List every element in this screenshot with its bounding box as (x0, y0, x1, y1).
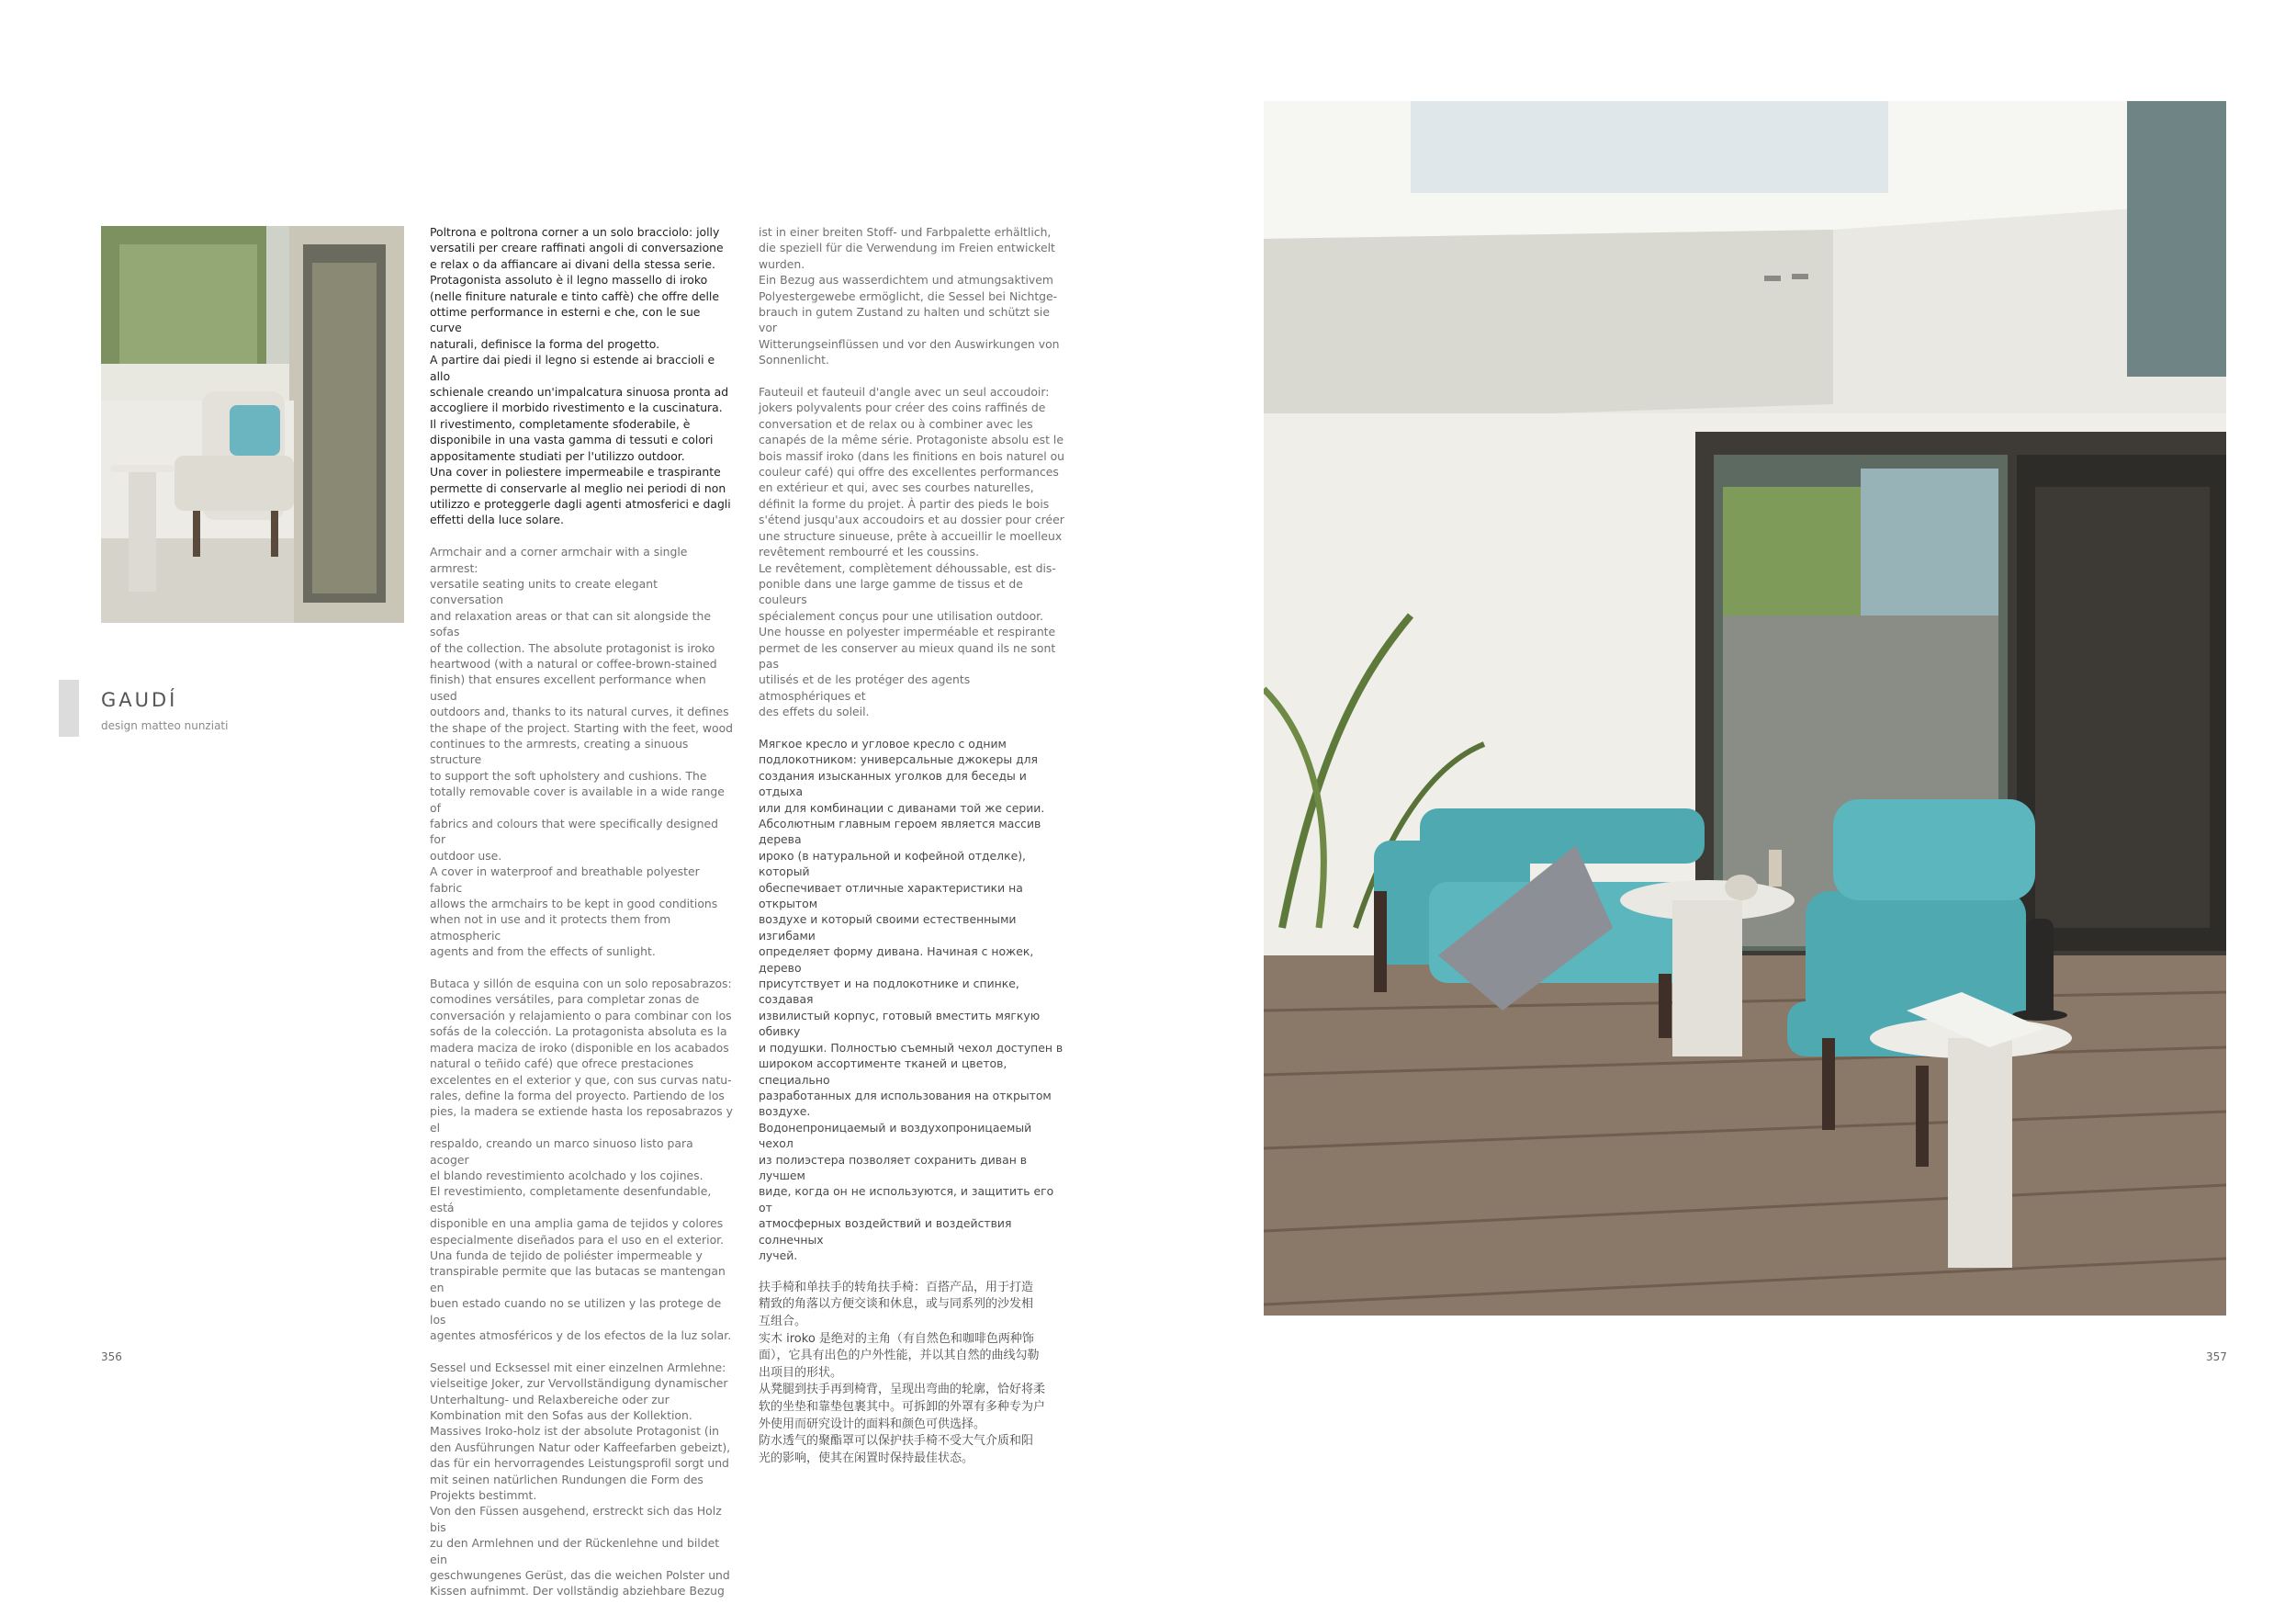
description-english: Armchair and a corner armchair with a single armrest: versatile seating units to create elegant conversation and relaxation areas or that can sit alongside the sofas of the collection. The absolute protagonist is iroko heartwood (with a natural or coffee-brown-stained finish) that ensures excellent performance when used outdoors and, thanks to its natural curves, it defines the shape of the project. Starting with the feet, wood continues to the armrests, creating a sinuous structure to support the soft upholstery and cushions. The totally removable cover is available in a wide range of fabrics and colours that were specifically designed for outdoor use. A cover in waterproof and breathable polyester fabric allows the armchairs to be kept in good conditions when not in use and it protects them from atmospheric agents and from the effects of sunlight. (430, 545, 734, 959)
description-italian: Poltrona e poltrona corner a un solo bracciolo: jolly versatili per creare raffinati angoli di conversazione e relax o da affiancare ai divani della stessa serie. Protagonista assoluto è il legno massello di iroko (nelle finiture naturale e tinto caffè) che offre delle ottime performance in esterni e che, con le sue curve naturali, definisce la forma del progetto. A partire dai piedi il legno si estende ai braccioli e allo schienale creando un'impalcatura sinuosa pronta ad accogliere il morbido rivestimento e la cuscinatura. Il rivestimento, completamente sfoderabile, è disponibile in una vasta gamma di tessuti e colori appositamente studiati per l'utilizzo outdoor. Una cover in poliestere impermeabile e traspirante permette di conservarle al meglio nei periodi di non utilizzo e proteggerle dagli agenti atmosferici e dagli effetti della luce solare. (430, 225, 731, 527)
hero-photo (1264, 101, 2226, 1316)
armchair-balcony-image (101, 226, 404, 623)
description-german: Sessel und Ecksessel mit einer einzelnen Armlehne: vielseitige Joker, zur Vervollständigung dynamischer Unterhaltung- und Relaxbereiche oder zur Kombination mit den Sofas aus der Kollektion. Massives Iroko-holz ist der absolute Protagonist (in den Ausführungen Natur oder Kaffeefarben gebeizt), das für ein hervorragendes Leistungsprofil sorgt und mit seinen natürlichen Rundungen die Form des Projekts bestimmt. Von den Füssen ausgehend, erstreckt sich das Holz bis zu den Armlehnen und der Rückenlehne und bildet ein geschwungenes Gerüst, das die weichen Polster und Kissen aufnimmt. Der vollständig abziehbare Bezug (430, 1360, 731, 1598)
page-number-right: 357 (2206, 1350, 2227, 1363)
terrace-armchairs-image (1264, 101, 2226, 1316)
text-column-right (759, 224, 1065, 1484)
description-french: Fauteuil et fauteuil d'angle avec un seul accoudoir: jokers polyvalents pour créer des coins raffinés de conversation et de relax ou à combiner avec les canapés de la même série. Protagoniste absolu est le bois massif iroko (dans les finitions en bois naturel ou couleur café) qui offre des excellentes performances en extérieur et qui, avec ses courbes naturelles, définit la forme du projet. À partir des pieds le bois s'étend jusqu'aux accoudoirs et au dossier pour créer une structure sinueuse, prête à accueillir le moelleux revêtement rembourré et les coussins. Le revêtement, complètement déhoussable, est dis- ponible dans une large gamme de tissus et de couleurs spécialement conçus pour une utilisation outdoor. Une housse en polyester imperméable et respirante permet de les conserver au mieux quand ils ne sont pas utilisés et de les protéger des agents atmosphériques et des effets du soleil. (759, 385, 1065, 719)
description-german-continued: ist in einer breiten Stoff- und Farbpalette erhältlich, die speziell für die Verwendung im Freien entwickelt wurden. Ein Bezug aus wasserdichtem und atmungsaktivem Polyestergewebe ermöglicht, die Sessel bei Nichtge- brauch in gutem Zustand zu halten und schützt sie vor Witterungseinflüssen und vor den Auswirkungen von Sonnenlicht. (759, 225, 1060, 367)
description-chinese: 扶手椅和单扶手的转角扶手椅：百搭产品，用于打造 精致的角落以方便交谈和休息，或与同系列的沙发相 互组合。 实木 iroko 是绝对的主角（有自然色和咖啡色两种饰 面），它具有出色的户外性能，并以其自然的曲线勾勒 出项目的形状。 从凳腿到扶手再到椅背，呈现出弯曲的轮廓，恰好将柔 软的坐垫和靠垫包裹其中。可拆卸的外罩有多种专为户 外使用而研究设计的面料和颜色可供选择。 防水透气的聚酯罩可以保护扶手椅不受大气介质和阳 光的影响，使其在闲置时保持最佳状态。 (759, 1280, 1046, 1465)
text-column-left (430, 224, 733, 1615)
product-title: GAUDÍ (101, 689, 178, 711)
title-accent-bar (59, 680, 79, 737)
thumbnail-photo (101, 226, 404, 623)
product-designer: design matteo nunziati (101, 719, 229, 732)
page-number-left: 356 (101, 1350, 122, 1363)
description-russian: Мягкое кресло и угловое кресло с одним подлокотником: универсальные джокеры для создания изысканных уголков для беседы и отдыха или для комбинации с диванами той же серии. Абсолютным главным героем является массив дерева ироко (в натуральной и кофейной отделке), который обеспечивает отличные характеристики на открытом воздухе и который своими естественными изгибами определяет форму дивана. Начиная с ножек, дерево присутствует и на подлокотнике и спинке, создавая извилистый корпус, готовый вместить мягкую обивку и подушки. Полностью съемный чехол доступен в широком ассортименте тканей и цветов, специально разработанных для использования на открытом воздухе. Водонепроницаемый и воздухопроницаемый чехол из полиэстера позволяет сохранить диван в лучшем виде, когда он не используются, и защитить его от атмосферных воздействий и воздействия солнечных лучей. (759, 736, 1064, 1262)
description-spanish: Butaca y sillón de esquina con un solo reposabrazos: comodines versátiles, para completar zonas de conversación y relajamiento o para combinar con los sofás de la colección. La protagonista absoluta es la madera maciza de iroko (disponible en los acabados natural o teñido café) que ofrece prestaciones excelentes en el exterior y que, con sus curvas natu- rales, define la forma del proyecto. Partiendo de los pies, la madera se extiende hasta los reposabrazos y el respaldo, creando un marco sinuoso listo para acoger el blando revestimiento acolchado y los cojines. El revestimiento, completamente desenfundable, está disponible en una amplia gama de tejidos y colores especialmente diseñados para el uso en el exterior. Una funda de tejido de poliéster impermeable y transpirable permite que las butacas se mantengan en buen estado cuando no se utilizen y las protege de los agentes atmosféricos y de los efectos de la luz solar. (430, 977, 733, 1342)
